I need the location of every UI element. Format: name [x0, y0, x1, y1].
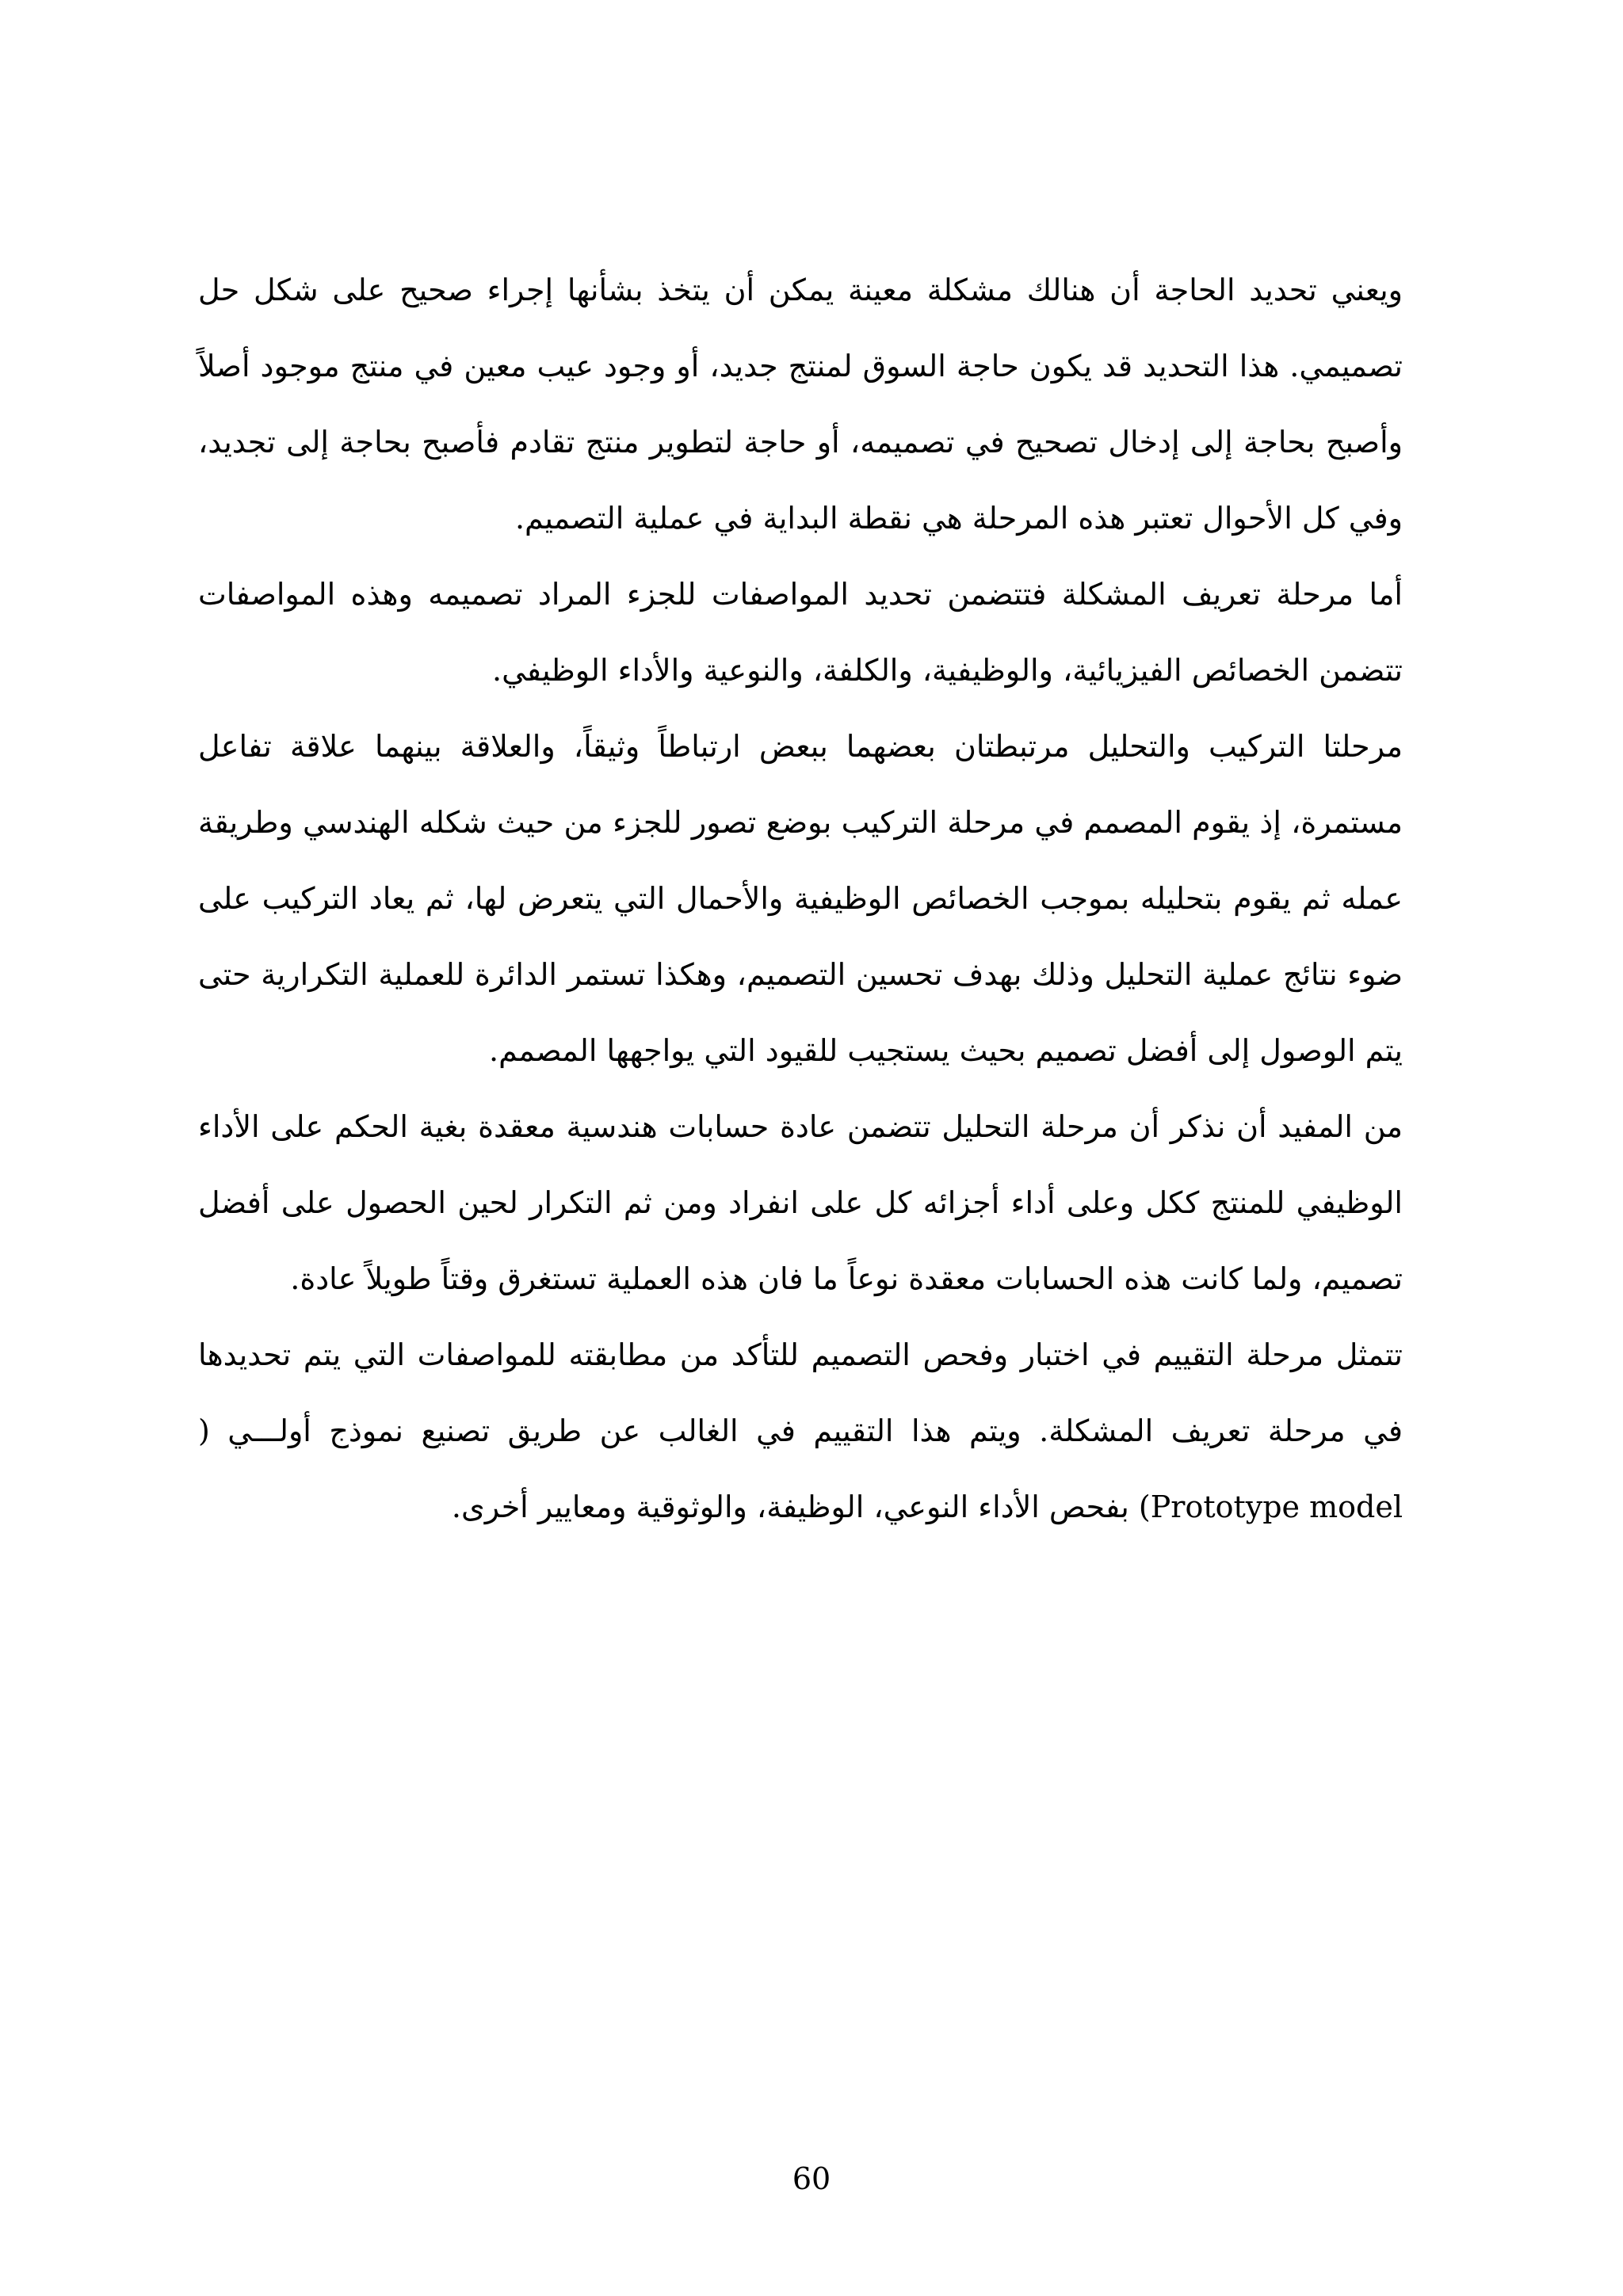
paragraph-need-identification: ويعني تحديد الحاجة أن هنالك مشكلة معينة يمكن أن يتخذ بشأنها إجراء صحيح على شكل حل تصميمي. هذا التحديد قد يكون حاجة السوق لمنتج جديد، أو وجود عيب معين في منتج موجود أصلاً وأصبح بحاجة إلى إدخال تصحيح في تصميمه، أو حاجة لتطوير منتج تقادم فأصبح بحاجة إلى تجديد، وفي كل الأحوال تعتبر هذه المرحلة هي نقطة البداية في عملية التصميم.: [198, 273, 1403, 536]
paragraph-problem-definition: أما مرحلة تعريف المشكلة فتتضمن تحديد المواصفات للجزء المراد تصميمه وهذه المواصفات تتضمن الخصائص الفيزيائية، والوظيفية، والكلفة، والنوعية والأداء الوظيفي.: [198, 577, 1403, 688]
paragraph-synthesis-analysis: مرحلتا التركيب والتحليل مرتبطتان بعضهما ببعض ارتباطاً وثيقاً، والعلاقة بينهما علاقة تفاعل مستمرة، إذ يقوم المصمم في مرحلة التركيب بوضع تصور للجزء من حيث شكله الهندسي وطريقة عمله ثم يقوم بتحليله بموجب الخصائص الوظيفية والأحمال التي يتعرض لها، ثم يعاد التركيب على ضوء نتائج عملية التحليل وذلك بهدف تحسين التصميم، وهكذا تستمر الدائرة للعملية التكرارية حتى يتم الوصول إلى أفضل تصميم بحيث يستجيب للقيود التي يواجهها المصمم.: [198, 729, 1403, 1068]
page-number: 60: [792, 2161, 831, 2196]
paragraph-analysis-calculations: من المفيد أن نذكر أن مرحلة التحليل تتضمن عادة حسابات هندسية معقدة بغية الحكم على الأداء الوظيفي للمنتج ككل وعلى أداء أجزائه كل على انفراد ومن ثم التكرار لحين الحصول على أفضل تصميم، ولما كانت هذه الحسابات معقدة نوعاً ما فان هذه العملية تستغرق وقتاً طويلاً عادة.: [198, 1109, 1403, 1296]
paragraph-evaluation: تتمثل مرحلة التقييم في اختبار وفحص التصميم للتأكد من مطابقته للمواصفات التي يتم تحديدها في مرحلة تعريف المشكلة. ويتم هذا التقييم في الغالب عن طريق تصنيع نموذج أولـــي ( Prototype model) بفحص الأداء النوعي، الوظيفة، والوثوقية ومعايير أخرى.: [198, 1337, 1403, 1524]
document-body: [198, 252, 1403, 1545]
